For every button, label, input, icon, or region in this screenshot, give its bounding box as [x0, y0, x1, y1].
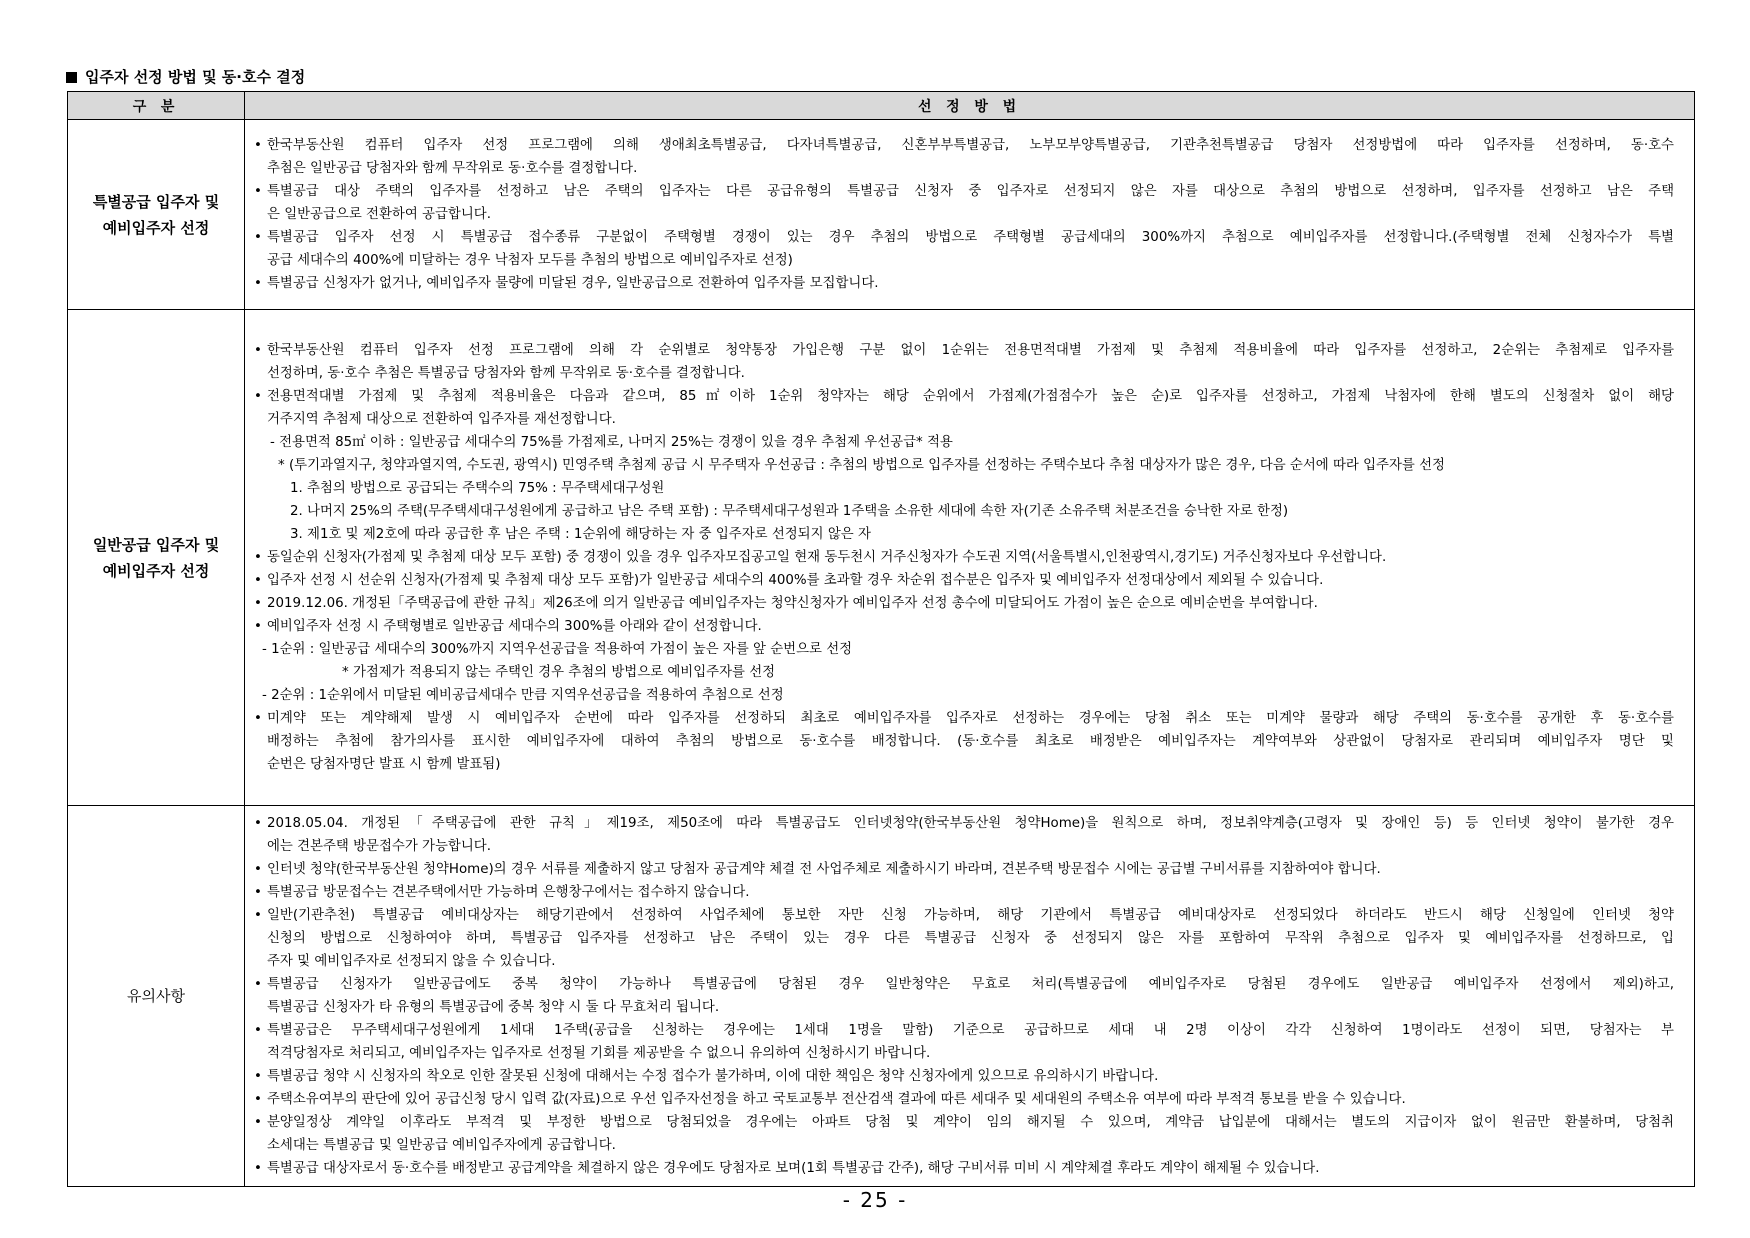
bullet-line: • 한국부동산원 컴퓨터 입주자 선정 프로그램에 의해 각 순위별로 청약통장 가입은행 구분 없이 1순위는 전용면적대별 가점제 및 추첨제 적용비율에 따라 입주자를 선정하고, 2순위는 추첨제로 입주자를 [254, 339, 1674, 362]
text-line: * (투기과열지구, 청약과열지역, 수도권, 광역시) 민영주택 추첨제 공급 시 무주택자 우선공급 : 추첨의 방법으로 입주자를 선정하는 주택수보다 추첨 대상자가 많은 경우, 다음 순서에 따라 입주자를 선정 [278, 458, 1445, 473]
method-cell [245, 806, 1695, 1187]
category-cell [68, 120, 245, 310]
text-line: 거주지역 추첨제 대상으로 전환하여 입주자를 재선정합니다. [267, 412, 616, 427]
bullet-line: • 분양일정상 계약일 이후라도 부적격 및 부정한 방법으로 당첨되었을 경우에는 아파트 당첨 및 계약이 임의 해지될 수 있으며, 계약금 납입분에 대해서는 별도의 지급이자 없이 원금만 환불하며, 당첨취 [254, 1111, 1674, 1134]
table-row-special-supply [68, 120, 1695, 310]
page-number: - 25 - [842, 1188, 908, 1212]
text-line: 1. 추첨의 방법으로 공급되는 주택수의 75% : 무주택세대구성원 [290, 481, 665, 496]
square-bullet-icon [66, 72, 77, 83]
text-line: 추첨은 일반공급 당첨자와 함께 무작위로 동·호수를 결정합니다. [267, 161, 638, 176]
text-line: 공급 세대수의 400%에 미달하는 경우 낙첨자 모두를 추첨의 방법으로 예비입주자로 선정) [267, 253, 793, 268]
bullet-line: • 2018.05.04. 개정된「주택공급에 관한 규칙」제19조, 제50조에 따라 특별공급도 인터넷청약(한국부동산원 청약Home)을 원칙으로 하며, 정보취약계층(고령자 및 장애인 등) 등 인터넷 청약이 불가한 경우 [254, 812, 1674, 835]
text-line: - 1순위 : 일반공급 세대수의 300%까지 지역우선공급을 적용하여 가점이 높은 자를 앞 순번으로 선정 [262, 642, 853, 657]
bullet-line: • 전용면적대별 가점제 및 추첨제 적용비율은 다음과 같으며, 85㎡이하 1순위 청약자는 해당 순위에서 가점제(가점점수가 높은 순)로 입주자를 선정하고, 가점제 낙첨자에 한해 별도의 신청절차 없이 해당 [254, 385, 1674, 408]
text-line: 소세대는 특별공급 및 일반공급 예비입주자에게 공급합니다. [267, 1138, 616, 1153]
text-line: 순번은 당첨자명단 발표 시 함께 발표됨) [267, 757, 501, 772]
category-line: 유의사항 [127, 987, 185, 1005]
text-line: 적격당첨자로 처리되고, 예비입주자는 입주자로 선정될 기회를 제공받을 수 없으니 유의하여 신청하시기 바랍니다. [267, 1046, 931, 1061]
text-line: 신청의 방법으로 신청하여야 하며, 특별공급 입주자를 선정하고 남은 주택이 있는 경우 다른 특별공급 신청자 중 선정되지 않은 자를 포함하여 무작위 추첨으로 입주자 및 예비입주자를 선정하므로, 입 [267, 931, 1674, 946]
text-line: 3. 제1호 및 제2호에 따라 공급한 후 남은 주택 : 1순위에 해당하는 자 중 입주자로 선정되지 않은 자 [290, 527, 871, 542]
text-line: 은 일반공급으로 전환하여 공급합니다. [267, 207, 491, 222]
category-line: 특별공급 입주자 및 [92, 192, 220, 211]
header-category: 구 분 [68, 92, 245, 120]
text-line: - 전용면적 85㎡ 이하 : 일반공급 세대수의 75%를 가점제로, 나머지 25%는 경쟁이 있을 경우 추첨제 우선공급* 적용 [270, 435, 953, 450]
text-line: 선정하며, 동·호수 추첨은 특별공급 당첨자와 함께 무작위로 동·호수를 결정합니다. [267, 366, 745, 381]
bullet-line: • 특별공급 신청자가 없거나, 예비입주자 물량에 미달된 경우, 일반공급으로 전환하여 입주자를 모집합니다. [254, 272, 1674, 295]
bullet-line: • 특별공급 신청자가 일반공급에도 중복 청약이 가능하나 특별공급에 당첨된 경우 일반청약은 무효로 처리(특별공급에 예비입주자로 당첨된 경우에도 일반공급 예비입주자 선정에서 제외)하고, [254, 973, 1674, 996]
category-line: 일반공급 입주자 및 [92, 535, 220, 554]
table-row-general-supply [68, 310, 1695, 806]
category-cell [68, 806, 245, 1187]
table-header-row [68, 92, 1695, 120]
bullet-line: • 2019.12.06. 개정된「주택공급에 관한 규칙」제26조에 의거 일반공급 예비입주자는 청약신청자가 예비입주자 선정 총수에 미달되어도 가점이 높은 순으로 예비순번을 부여합니다. [254, 592, 1674, 615]
section-title [66, 66, 305, 87]
bullet-line: • 입주자 선정 시 선순위 신청자(가점제 및 추첨제 대상 모두 포함)가 일반공급 세대수의 400%를 초과할 경우 차순위 접수분은 입주자 및 예비입주자 선정대상에서 제외될 수 있습니다. [254, 569, 1674, 592]
bullet-line: • 특별공급 방문접수는 견본주택에서만 가능하며 은행창구에서는 접수하지 않습니다. [254, 881, 1674, 904]
category-line: 예비입주자 선정 [102, 561, 210, 580]
category-cell [68, 310, 245, 806]
text-line: 특별공급 신청자가 타 유형의 특별공급에 중복 청약 시 둘 다 무효처리 됩니다. [267, 1000, 720, 1015]
bullet-line: • 특별공급 대상 주택의 입주자를 선정하고 남은 주택의 입주자는 다른 공급유형의 특별공급 신청자 중 입주자로 선정되지 않은 자를 대상으로 추첨의 방법으로 선정하며, 입주자를 선정하고 남은 주택 [254, 180, 1674, 203]
category-line: 예비입주자 선정 [102, 218, 210, 237]
table-row-notes [68, 806, 1695, 1187]
method-cell [245, 310, 1695, 806]
text-line: 배정하는 추첨에 참가의사를 표시한 예비입주자에 대하여 추첨의 방법으로 동·호수를 배정합니다. (동·호수를 최초로 배정받은 예비입주자는 계약여부와 상관없이 당첨자로 관리되며 예비입주자 명단 및 [267, 734, 1674, 749]
bullet-line: • 한국부동산원 컴퓨터 입주자 선정 프로그램에 의해 생애최초특별공급, 다자녀특별공급, 신혼부부특별공급, 노부모부양특별공급, 기관추천특별공급 당첨자 선정방법에 따라 입주자를 선정하며, 동·호수 [254, 134, 1674, 157]
bullet-line: • 주택소유여부의 판단에 있어 공급신청 당시 입력 값(자료)으로 우선 입주자선정을 하고 국토교통부 전산검색 결과에 따른 세대주 및 세대원의 주택소유 여부에 따라 부적격 통보를 받을 수 있습니다. [254, 1088, 1674, 1111]
text-line: 2. 나머지 25%의 주택(무주택세대구성원에게 공급하고 남은 주택 포함) : 무주택세대구성원과 1주택을 소유한 세대에 속한 자(기존 소유주택 처분조건을 승낙한 자로 한정) [290, 504, 1289, 519]
section-title-text: 입주자 선정 방법 및 동·호수 결정 [85, 68, 306, 86]
text-line: 에는 견본주택 방문접수가 가능합니다. [267, 839, 491, 854]
method-cell [245, 120, 1695, 310]
bullet-line: • 특별공급 청약 시 신청자의 착오로 인한 잘못된 신청에 대해서는 수정 접수가 불가하며, 이에 대한 책임은 청약 신청자에게 있으므로 유의하시기 바랍니다. [254, 1065, 1674, 1088]
bullet-line: • 일반(기관추천) 특별공급 예비대상자는 해당기관에서 선정하여 사업주체에 통보한 자만 신청 가능하며, 해당 기관에서 특별공급 예비대상자로 선정되었다 하더라도 반드시 해당 신청일에 인터넷 청약 [254, 904, 1674, 927]
bullet-line: • 예비입주자 선정 시 주택형별로 일반공급 세대수의 300%를 아래와 같이 선정합니다. [254, 615, 1674, 638]
text-line: 주자 및 예비입주자로 선정되지 않을 수 있습니다. [267, 954, 556, 969]
header-method: 선 정 방 법 [245, 92, 1695, 120]
bullet-line: • 특별공급 입주자 선정 시 특별공급 접수종류 구분없이 주택형별 경쟁이 있는 경우 추첨의 방법으로 주택형별 공급세대의 300%까지 추첨으로 예비입주자를 선정합니다.(주택형별 전체 신청자수가 특별 [254, 226, 1674, 249]
bullet-line: • 인터넷 청약(한국부동산원 청약Home)의 경우 서류를 제출하지 않고 당첨자 공급계약 체결 전 사업주체로 제출하시기 바라며, 견본주택 방문접수 시에는 공급별 구비서류를 지참하여야 합니다. [254, 858, 1674, 881]
bullet-line: • 특별공급 대상자로서 동·호수를 배정받고 공급계약을 체결하지 않은 경우에도 당첨자로 보며(1회 특별공급 간주), 해당 구비서류 미비 시 계약체결 후라도 계약이 해제될 수 있습니다. [254, 1157, 1674, 1180]
bullet-line: • 특별공급은 무주택세대구성원에게 1세대 1주택(공급을 신청하는 경우에는 1세대 1명을 말함) 기준으로 공급하므로 세대 내 2명 이상이 각각 신청하여 1명이라도 선정이 되면, 당첨자는 부 [254, 1019, 1674, 1042]
text-line: - 2순위 : 1순위에서 미달된 예비공급세대수 만큼 지역우선공급을 적용하여 추첨으로 선정 [262, 688, 784, 703]
bullet-line: • 미계약 또는 계약해제 발생 시 예비입주자 순번에 따라 입주자를 선정하되 최초로 예비입주자를 입주자로 선정하는 경우에는 당첨 취소 또는 미계약 물량과 해당 주택의 동·호수를 공개한 후 동·호수를 [254, 707, 1674, 730]
text-line: * 가점제가 적용되지 않는 주택인 경우 추첨의 방법으로 예비입주자를 선정 [342, 665, 776, 680]
selection-method-table [67, 91, 1695, 1187]
bullet-line: • 동일순위 신청자(가점제 및 추첨제 대상 모두 포함) 중 경쟁이 있을 경우 입주자모집공고일 현재 동두천시 거주신청자가 수도권 지역(서울특별시,인천광역시,경기도) 거주신청자보다 우선합니다. [254, 546, 1674, 569]
